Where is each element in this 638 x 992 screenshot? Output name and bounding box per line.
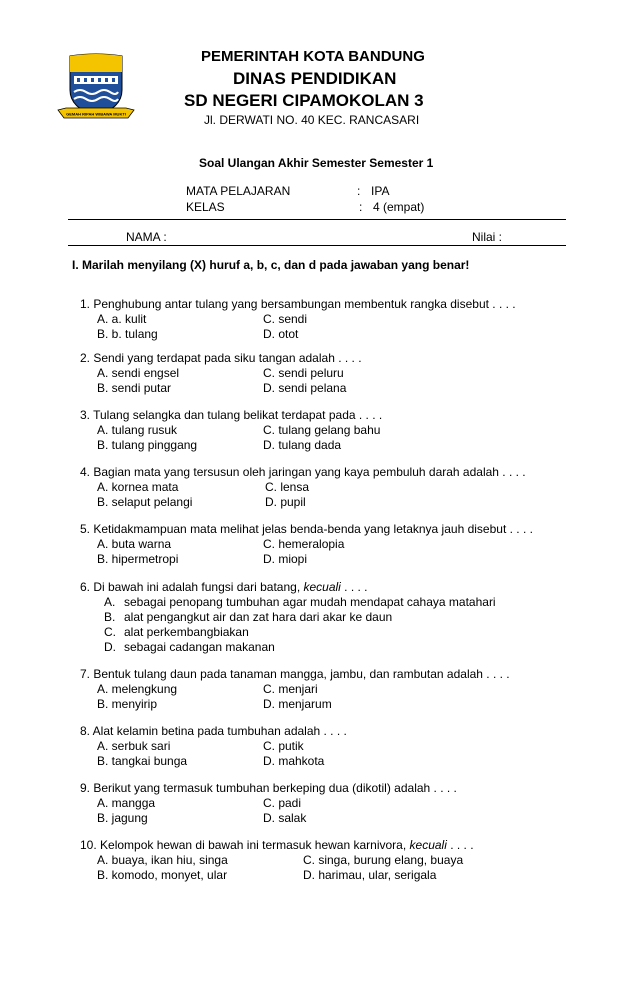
question-6-text-pre: 6. Di bawah ini adalah fungsi dari batang, xyxy=(80,580,304,594)
question-8 xyxy=(80,724,620,769)
subject-label: MATA PELAJARAN xyxy=(186,184,291,198)
option-c: C. singa, burung elang, buaya xyxy=(303,853,464,867)
header-school-name: SD NEGERI CIPAMOKOLAN 3 xyxy=(184,91,424,110)
divider-bottom xyxy=(68,245,566,246)
option-a: A. sendi engsel xyxy=(97,366,180,380)
option-c: C. tulang gelang bahu xyxy=(263,423,381,437)
option-d: D. miopi xyxy=(263,552,308,566)
option-c: C. sendi xyxy=(263,312,308,326)
option-b: B. jagung xyxy=(97,811,148,825)
option-d: D. mahkota xyxy=(263,754,325,768)
option-a: A. a. kulit xyxy=(97,312,147,326)
option-b: B. b. tulang xyxy=(97,327,158,341)
bandung-emblem-icon xyxy=(56,52,136,124)
logo-ribbon-text: GEMAH RIPAH WIBAWA MUKTI xyxy=(66,111,126,117)
question-9 xyxy=(80,781,620,826)
question-7-text: 7. Bentuk tulang daun pada tanaman mangga, jambu, dan rambutan adalah . . . . xyxy=(80,667,510,681)
question-9-text: 9. Berikut yang termasuk tumbuhan berkeping dua (dikotil) adalah . . . . xyxy=(80,781,457,795)
question-1 xyxy=(80,297,620,342)
instruction-text: I. Marilah menyilang (X) huruf a, b, c, dan d pada jawaban yang benar! xyxy=(72,258,470,272)
option-d: D. sendi pelana xyxy=(263,381,347,395)
header-government: PEMERINTAH KOTA BANDUNG xyxy=(201,48,425,65)
option-d: D. tulang dada xyxy=(263,438,342,452)
option-b: B. hipermetropi xyxy=(97,552,179,566)
question-8-text: 8. Alat kelamin betina pada tumbuhan adalah . . . . xyxy=(80,724,347,738)
option-d: D. salak xyxy=(263,811,307,825)
option-a: A. kornea mata xyxy=(97,480,179,494)
question-10 xyxy=(80,838,620,883)
option-c: C. sendi peluru xyxy=(263,366,344,380)
option-c: C. padi xyxy=(263,796,302,810)
question-10-text xyxy=(80,838,474,852)
question-6 xyxy=(80,580,620,655)
option-c: C. putik xyxy=(263,739,304,753)
class-value: 4 (empat) xyxy=(373,200,425,214)
option-text: alat perkembangbiakan xyxy=(124,625,249,639)
question-1-text: 1. Penghubung antar tulang yang bersambungan membentuk rangka disebut . . . . xyxy=(80,297,516,311)
name-field-label: NAMA : xyxy=(126,230,167,244)
option-d: D. menjarum xyxy=(263,697,332,711)
option-letter: D. xyxy=(104,640,116,654)
option-b: B. menyirip xyxy=(97,697,158,711)
option-a: A. tulang rusuk xyxy=(97,423,178,437)
header-agency: DINAS PENDIDIKAN xyxy=(233,69,397,88)
question-2 xyxy=(80,351,620,396)
option-letter: A. xyxy=(104,595,116,609)
option-a: A. buta warna xyxy=(97,537,172,551)
option-b: B. selaput pelangi xyxy=(97,495,193,509)
question-5-text: 5. Ketidakmampuan mata melihat jelas benda-benda yang letaknya jauh disebut . . . . xyxy=(80,522,533,536)
option-b: B. sendi putar xyxy=(97,381,172,395)
school-emblem-logo xyxy=(56,52,136,124)
option-text: sebagai penopang tumbuhan agar mudah mendapat cahaya matahari xyxy=(124,595,496,609)
option-a: A. melengkung xyxy=(97,682,178,696)
divider-top xyxy=(68,219,566,220)
option-d: D. harimau, ular, serigala xyxy=(303,868,437,882)
option-letter: B. xyxy=(104,610,116,624)
question-6-text xyxy=(80,580,368,594)
option-b: B. tangkai bunga xyxy=(97,754,188,768)
option-c: C. lensa xyxy=(265,480,310,494)
option-c: C. menjari xyxy=(263,682,318,696)
option-b: B. tulang pinggang xyxy=(97,438,198,452)
question-6-text-post: . . . . xyxy=(340,580,368,594)
question-2-text: 2. Sendi yang terdapat pada siku tangan adalah . . . . xyxy=(80,351,362,365)
option-letter: C. xyxy=(104,625,116,639)
question-3-text: 3. Tulang selangka dan tulang belikat terdapat pada . . . . xyxy=(80,408,383,422)
question-4 xyxy=(80,465,620,510)
option-c: C. hemeralopia xyxy=(263,537,345,551)
subject-value: IPA xyxy=(371,184,390,198)
score-field-label: Nilai : xyxy=(472,230,503,244)
option-text: alat pengangkut air dan zat hara dari akar ke daun xyxy=(124,610,393,624)
question-5 xyxy=(80,522,620,567)
exam-title: Soal Ulangan Akhir Semester Semester 1 xyxy=(199,156,434,170)
question-3 xyxy=(80,408,620,453)
question-10-emphasis: kecuali xyxy=(409,838,447,852)
option-text: sebagai cadangan makanan xyxy=(124,640,275,654)
class-label: KELAS xyxy=(186,200,225,214)
option-a: A. mangga xyxy=(97,796,156,810)
option-d: D. otot xyxy=(263,327,299,341)
option-a: A. serbuk sari xyxy=(97,739,171,753)
header-address: Jl. DERWATI NO. 40 KEC. RANCASARI xyxy=(204,113,420,127)
question-7 xyxy=(80,667,620,712)
subject-colon: : xyxy=(357,184,361,198)
question-10-text-post: . . . . xyxy=(446,838,474,852)
class-colon: : xyxy=(359,200,363,214)
option-a: A. buaya, ikan hiu, singa xyxy=(97,853,228,867)
option-d: D. pupil xyxy=(265,495,306,509)
question-4-text: 4. Bagian mata yang tersusun oleh jaringan yang kaya pembuluh darah adalah . . . . xyxy=(80,465,526,479)
question-10-text-pre: 10. Kelompok hewan di bawah ini termasuk hewan karnivora, xyxy=(80,838,410,852)
question-6-emphasis: kecuali xyxy=(303,580,341,594)
option-b: B. komodo, monyet, ular xyxy=(97,868,228,882)
